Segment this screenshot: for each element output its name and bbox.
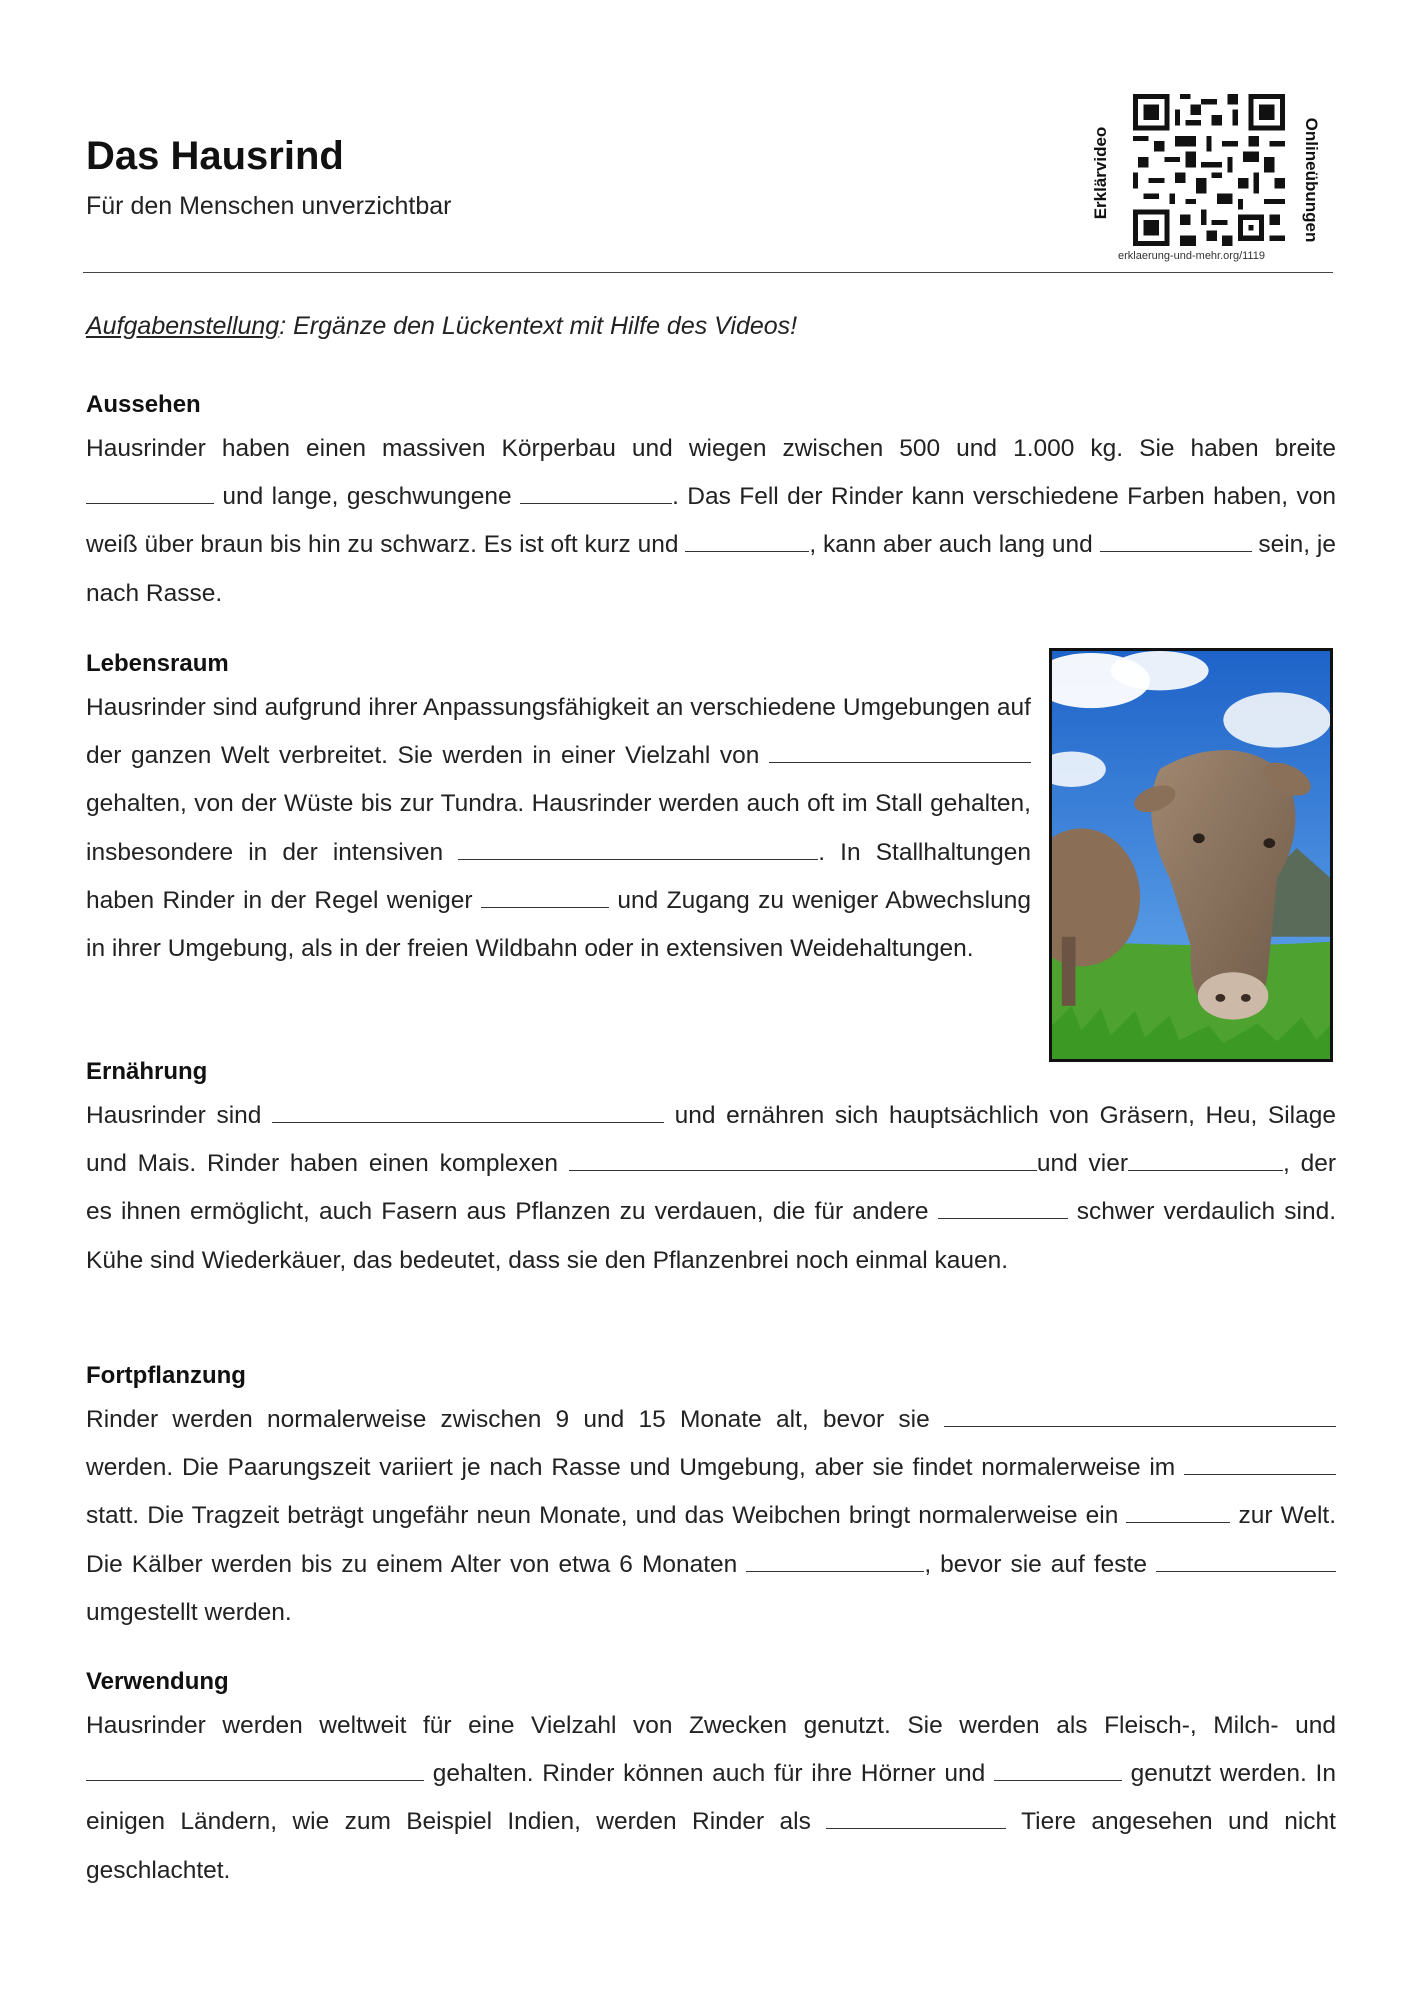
- section-text: [86, 1702, 1336, 1895]
- text-segment: . In Stallhaltungen haben Rinder in der Regel weniger: [86, 838, 1031, 914]
- page-subtitle: Für den Menschen unverzichtbar: [86, 192, 452, 220]
- task-instruction: [86, 312, 797, 341]
- gap-blank[interactable]: [769, 742, 1031, 763]
- gap-blank[interactable]: [685, 531, 809, 552]
- text-segment: Hausrinder haben einen massiven Körperbau und wiegen zwischen 500 und 1.000 kg. Sie haben breite: [86, 435, 1336, 462]
- section-fortpflanzung: [86, 1356, 1336, 1637]
- gap-blank[interactable]: [481, 887, 609, 908]
- section-heading: Aussehen: [86, 391, 201, 418]
- gap-blank[interactable]: [1184, 1454, 1336, 1475]
- gap-blank[interactable]: [944, 1406, 1336, 1427]
- text-segment: Tiere angesehen und nicht geschlachtet.: [86, 1808, 1336, 1884]
- section-lebensraum: [86, 644, 1031, 973]
- text-segment: gehalten, von der Wüste bis zur Tundra. Hausrinder werden auch oft im Stall gehalten, insbesondere in der intensiven: [86, 790, 1031, 866]
- gap-blank[interactable]: [86, 483, 214, 504]
- header-divider: [83, 272, 1333, 273]
- page-title: Das Hausrind: [86, 134, 344, 178]
- section-heading: Fortpflanzung: [86, 1362, 246, 1389]
- text-segment: werden. Die Paarungszeit variiert je nach Rasse und Umgebung, aber sie findet normalerweise im: [86, 1454, 1184, 1482]
- text-segment: gehalten. Rinder können auch für ihre Hörner und: [424, 1760, 994, 1788]
- section-heading: Lebensraum: [86, 650, 229, 677]
- gap-blank[interactable]: [1128, 1150, 1283, 1171]
- section-text: [86, 1396, 1336, 1637]
- text-segment: genutzt werden. In einigen Ländern, wie zum Beispiel Indien, werden Rinder als: [86, 1760, 1336, 1836]
- exercise-label: [1298, 100, 1324, 260]
- text-segment: , bevor sie auf feste: [924, 1550, 1157, 1578]
- qr-code[interactable]: [1133, 94, 1285, 246]
- text-segment: , der es ihnen ermöglicht, auch Fasern aus Pflanzen zu verdauen, die für andere: [86, 1150, 1336, 1226]
- gap-blank[interactable]: [1156, 1551, 1336, 1572]
- text-segment: und vier: [1036, 1150, 1128, 1178]
- text-segment: Hausrinder werden weltweit für eine Vielzahl von Zwecken genutzt. Sie werden als Fleisch-, Milch- und: [86, 1712, 1336, 1739]
- gap-blank[interactable]: [746, 1551, 924, 1572]
- text-segment: Hausrinder sind: [86, 1102, 273, 1129]
- task-label: Aufgabenstellung: [86, 312, 280, 340]
- gap-blank[interactable]: [1100, 531, 1252, 552]
- text-segment: und ernähren sich hauptsächlich von Gräsern, Heu, Silage und Mais. Rinder haben einen komplexen: [86, 1102, 1337, 1178]
- text-segment: und lange, geschwungene: [214, 483, 521, 511]
- section-text: [86, 1092, 1336, 1285]
- gap-blank[interactable]: [1126, 1502, 1230, 1523]
- gap-blank[interactable]: [520, 483, 672, 504]
- section-ernaehrung: [86, 1052, 1336, 1285]
- qr-url: erklaerung-und-mehr.org/1119: [1118, 250, 1265, 262]
- text-segment: zur Welt. Die Kälber werden bis zu einem Alter von etwa 6 Monaten: [86, 1502, 1337, 1578]
- text-segment: sein, je nach Rasse.: [86, 531, 1336, 607]
- section-verwendung: [86, 1662, 1336, 1895]
- gap-blank[interactable]: [938, 1198, 1068, 1219]
- video-label-text: Erklärvideo: [1091, 126, 1110, 220]
- task-text: : Ergänze den Lückentext mit Hilfe des Videos!: [279, 312, 798, 340]
- gap-blank[interactable]: [826, 1808, 1006, 1829]
- gap-blank[interactable]: [458, 839, 818, 860]
- gap-blank[interactable]: [569, 1150, 1037, 1171]
- gap-blank[interactable]: [86, 1760, 424, 1781]
- text-segment: , kann aber auch lang und: [809, 531, 1100, 559]
- exercise-label-text: Onlineübungen: [1302, 117, 1321, 243]
- gap-blank[interactable]: [272, 1102, 664, 1123]
- section-heading: Ernährung: [86, 1058, 208, 1085]
- section-text: [86, 425, 1336, 618]
- text-segment: Hausrinder sind aufgrund ihrer Anpassungsfähigkeit an verschiedene Umgebungen auf der ganzen Welt verbreitet. Sie werden in einer Vielzahl von: [86, 694, 1031, 770]
- section-text: [86, 684, 1031, 973]
- cow-photo: [1049, 648, 1333, 1062]
- video-label: [1088, 110, 1114, 236]
- text-segment: statt. Die Tragzeit beträgt ungefähr neun Monate, und das Weibchen bringt normalerweise ein: [86, 1502, 1127, 1530]
- text-segment: und Zugang zu weniger Abwechslung in ihrer Umgebung, als in der freien Wildbahn oder in extensiven Weidehaltungen.: [86, 886, 1031, 963]
- text-segment: schwer verdaulich sind. Kühe sind Wiederkäuer, das bedeutet, dass sie den Pflanzenbrei noch einmal kauen.: [86, 1198, 1337, 1274]
- text-segment: Rinder werden normalerweise zwischen 9 und 15 Monate alt, bevor sie: [86, 1406, 944, 1433]
- section-aussehen: [86, 385, 1336, 618]
- gap-blank[interactable]: [994, 1760, 1122, 1781]
- text-segment: umgestellt werden.: [86, 1598, 292, 1626]
- section-heading: Verwendung: [86, 1668, 229, 1695]
- text-segment: . Das Fell der Rinder kann verschiedene Farben haben, von weiß über braun bis hin zu schwarz. Es ist oft kurz und: [86, 483, 1337, 559]
